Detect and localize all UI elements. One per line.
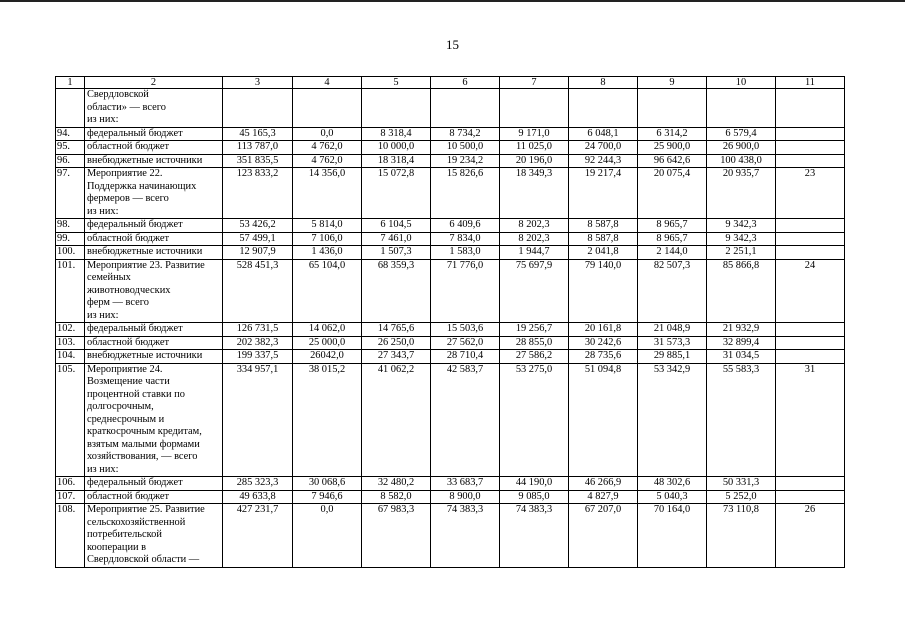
row-name-line: из них: [87, 309, 119, 321]
value-cell: 28 735,6 [569, 350, 638, 364]
value-cell: 9 342,3 [707, 232, 776, 246]
row-number [56, 89, 85, 128]
value-cell: 51 094,8 [569, 363, 638, 477]
row-number: 96. [56, 154, 85, 168]
row-name-line: кооперации в [87, 541, 147, 553]
row-name-line: взятым малыми формами [87, 438, 200, 450]
reference-cell [776, 336, 845, 350]
value-cell: 74 383,3 [431, 504, 500, 568]
row-number: 97. [56, 168, 85, 219]
column-header: 6 [431, 77, 500, 89]
reference-cell [776, 127, 845, 141]
row-name [85, 154, 223, 168]
row-name-line: из них: [87, 463, 119, 475]
reference-cell: 24 [776, 259, 845, 323]
value-cell: 8 318,4 [362, 127, 431, 141]
row-name [85, 259, 223, 323]
value-cell: 67 207,0 [569, 504, 638, 568]
value-cell: 12 907,9 [223, 246, 293, 260]
value-cell: 7 106,0 [293, 232, 362, 246]
value-cell: 32 480,2 [362, 477, 431, 491]
value-cell: 79 140,0 [569, 259, 638, 323]
value-cell: 20 935,7 [707, 168, 776, 219]
row-name-line: области» — всего [87, 101, 166, 113]
value-cell: 9 342,3 [707, 219, 776, 233]
table-row [56, 127, 845, 141]
table-row [56, 219, 845, 233]
value-cell: 65 104,0 [293, 259, 362, 323]
value-cell: 11 025,0 [500, 141, 569, 155]
row-name-line: Возмещение части [87, 376, 170, 387]
value-cell: 74 383,3 [500, 504, 569, 568]
value-cell: 27 586,2 [500, 350, 569, 364]
value-cell: 7 946,6 [293, 490, 362, 504]
column-header: 10 [707, 77, 776, 89]
value-cell: 30 242,6 [569, 336, 638, 350]
value-cell [223, 89, 293, 128]
value-cell: 67 983,3 [362, 504, 431, 568]
row-name-line: потребительской [87, 529, 162, 540]
table-row [56, 477, 845, 491]
column-header: 7 [500, 77, 569, 89]
value-cell: 126 731,5 [223, 323, 293, 337]
value-cell: 123 833,2 [223, 168, 293, 219]
row-name [85, 477, 223, 491]
value-cell: 75 697,9 [500, 259, 569, 323]
value-cell: 41 062,2 [362, 363, 431, 477]
value-cell [362, 89, 431, 128]
row-number: 101. [56, 259, 85, 323]
value-cell: 27 562,0 [431, 336, 500, 350]
table-row [56, 246, 845, 260]
table-row [56, 363, 845, 477]
column-header: 3 [223, 77, 293, 89]
value-cell: 8 587,8 [569, 232, 638, 246]
table-row [56, 336, 845, 350]
value-cell: 6 048,1 [569, 127, 638, 141]
value-cell: 53 342,9 [638, 363, 707, 477]
row-name-line: федеральный бюджет [87, 219, 183, 230]
row-name-line: из них: [87, 114, 119, 125]
row-number: 99. [56, 232, 85, 246]
value-cell: 26 250,0 [362, 336, 431, 350]
reference-cell: 31 [776, 363, 845, 477]
value-cell: 33 683,7 [431, 477, 500, 491]
table-row [56, 323, 845, 337]
row-number: 100. [56, 246, 85, 260]
table-row [56, 350, 845, 364]
row-name [85, 246, 223, 260]
row-name-line: среднесрочным и [87, 413, 165, 425]
row-number: 95. [56, 141, 85, 155]
value-cell: 0,0 [293, 504, 362, 568]
value-cell: 85 866,8 [707, 259, 776, 323]
row-name-line: федеральный бюджет [87, 323, 183, 334]
value-cell: 18 349,3 [500, 168, 569, 219]
row-name-line: внебюджетные источники [87, 350, 203, 361]
value-cell: 6 409,6 [431, 219, 500, 233]
row-name-line: Поддержка начинающих [87, 180, 197, 192]
value-cell: 528 451,3 [223, 259, 293, 323]
value-cell: 4 827,9 [569, 490, 638, 504]
budget-table [55, 76, 845, 568]
value-cell [707, 89, 776, 128]
value-cell: 19 217,4 [569, 168, 638, 219]
column-header: 1 [56, 77, 85, 89]
value-cell: 10 000,0 [362, 141, 431, 155]
value-cell: 32 899,4 [707, 336, 776, 350]
value-cell: 8 202,3 [500, 219, 569, 233]
row-name-line: фермеров — всего [87, 193, 169, 204]
value-cell: 6 579,4 [707, 127, 776, 141]
column-header: 9 [638, 77, 707, 89]
value-cell [500, 89, 569, 128]
row-name-line: Мероприятие 22. [87, 168, 163, 179]
row-number: 105. [56, 363, 85, 477]
value-cell: 44 190,0 [500, 477, 569, 491]
value-cell: 1 507,3 [362, 246, 431, 260]
value-cell: 21 932,9 [707, 323, 776, 337]
value-cell: 8 734,2 [431, 127, 500, 141]
value-cell: 9 171,0 [500, 127, 569, 141]
value-cell: 92 244,3 [569, 154, 638, 168]
reference-cell [776, 89, 845, 128]
value-cell: 82 507,3 [638, 259, 707, 323]
row-name-line: долгосрочным, [87, 401, 154, 412]
value-cell: 113 787,0 [223, 141, 293, 155]
column-header: 11 [776, 77, 845, 89]
value-cell: 5 814,0 [293, 219, 362, 233]
value-cell: 26 900,0 [707, 141, 776, 155]
table-row [56, 154, 845, 168]
row-name [85, 363, 223, 477]
value-cell: 285 323,3 [223, 477, 293, 491]
column-header: 2 [85, 77, 223, 89]
value-cell: 7 834,0 [431, 232, 500, 246]
row-name [85, 89, 223, 128]
reference-cell [776, 350, 845, 364]
value-cell: 50 331,3 [707, 477, 776, 491]
row-name [85, 350, 223, 364]
row-name-line: внебюджетные источники [87, 246, 203, 257]
value-cell: 8 202,3 [500, 232, 569, 246]
value-cell: 6 314,2 [638, 127, 707, 141]
value-cell: 68 359,3 [362, 259, 431, 323]
value-cell: 6 104,5 [362, 219, 431, 233]
table-row [56, 89, 845, 128]
value-cell: 8 582,0 [362, 490, 431, 504]
row-name-line: сельскохозяйственной [87, 516, 186, 528]
value-cell: 2 251,1 [707, 246, 776, 260]
row-name [85, 168, 223, 219]
column-header: 4 [293, 77, 362, 89]
table-row [56, 232, 845, 246]
row-number: 98. [56, 219, 85, 233]
value-cell: 57 499,1 [223, 232, 293, 246]
value-cell: 8 587,8 [569, 219, 638, 233]
page-top-edge [0, 0, 905, 2]
value-cell: 8 965,7 [638, 232, 707, 246]
value-cell: 21 048,9 [638, 323, 707, 337]
value-cell: 334 957,1 [223, 363, 293, 477]
value-cell: 0,0 [293, 127, 362, 141]
value-cell: 20 196,0 [500, 154, 569, 168]
row-name [85, 219, 223, 233]
column-header: 8 [569, 77, 638, 89]
value-cell: 31 034,5 [707, 350, 776, 364]
value-cell: 29 885,1 [638, 350, 707, 364]
value-cell: 19 256,7 [500, 323, 569, 337]
value-cell: 14 765,6 [362, 323, 431, 337]
row-number: 106. [56, 477, 85, 491]
value-cell: 100 438,0 [707, 154, 776, 168]
row-name-line: животноводческих [87, 284, 171, 296]
value-cell: 1 583,0 [431, 246, 500, 260]
value-cell: 70 164,0 [638, 504, 707, 568]
value-cell: 2 041,8 [569, 246, 638, 260]
value-cell: 55 583,3 [707, 363, 776, 477]
reference-cell [776, 141, 845, 155]
value-cell: 2 144,0 [638, 246, 707, 260]
row-name-line: Мероприятие 23. Развитие [87, 259, 205, 271]
row-name [85, 232, 223, 246]
row-name-line: Мероприятие 25. Развитие [87, 504, 205, 515]
value-cell: 8 900,0 [431, 490, 500, 504]
reference-cell [776, 323, 845, 337]
row-name-line: областной бюджет [87, 232, 170, 244]
table-header-row [56, 77, 845, 89]
row-number: 102. [56, 323, 85, 337]
row-name-line: внебюджетные источники [87, 154, 203, 166]
reference-cell: 26 [776, 504, 845, 568]
row-name-line: семейных [87, 272, 131, 283]
row-name-line: областной бюджет [87, 336, 170, 348]
reference-cell [776, 477, 845, 491]
table-row [56, 504, 845, 568]
value-cell: 351 835,5 [223, 154, 293, 168]
row-number: 108. [56, 504, 85, 568]
value-cell: 5 040,3 [638, 490, 707, 504]
row-name-line: федеральный бюджет [87, 477, 183, 488]
row-number: 104. [56, 350, 85, 364]
value-cell: 9 085,0 [500, 490, 569, 504]
row-number: 103. [56, 336, 85, 350]
reference-cell [776, 232, 845, 246]
value-cell: 1 944,7 [500, 246, 569, 260]
row-name [85, 141, 223, 155]
value-cell: 7 461,0 [362, 232, 431, 246]
value-cell: 202 382,3 [223, 336, 293, 350]
value-cell: 15 503,6 [431, 323, 500, 337]
value-cell: 30 068,6 [293, 477, 362, 491]
column-header: 5 [362, 77, 431, 89]
value-cell: 14 356,0 [293, 168, 362, 219]
row-name-line: Свердловской [87, 89, 149, 100]
value-cell: 48 302,6 [638, 477, 707, 491]
row-name-line: процентной ставки по [87, 388, 185, 400]
value-cell: 53 275,0 [500, 363, 569, 477]
page-number: 15 [446, 37, 459, 52]
value-cell: 26042,0 [293, 350, 362, 364]
row-name-line: областной бюджет [87, 141, 170, 152]
value-cell: 15 072,8 [362, 168, 431, 219]
value-cell: 14 062,0 [293, 323, 362, 337]
reference-cell: 23 [776, 168, 845, 219]
value-cell: 19 234,2 [431, 154, 500, 168]
row-name [85, 490, 223, 504]
value-cell: 15 826,6 [431, 168, 500, 219]
row-name-line: ферм — всего [87, 297, 149, 308]
value-cell: 28 855,0 [500, 336, 569, 350]
value-cell: 46 266,9 [569, 477, 638, 491]
value-cell: 1 436,0 [293, 246, 362, 260]
row-name-line: хозяйствования, — всего [87, 451, 198, 462]
value-cell: 31 573,3 [638, 336, 707, 350]
reference-cell [776, 490, 845, 504]
value-cell [569, 89, 638, 128]
value-cell: 18 318,4 [362, 154, 431, 168]
value-cell: 25 900,0 [638, 141, 707, 155]
row-name-line: Мероприятие 24. [87, 363, 163, 375]
value-cell: 49 633,8 [223, 490, 293, 504]
value-cell: 53 426,2 [223, 219, 293, 233]
value-cell: 4 762,0 [293, 154, 362, 168]
value-cell: 28 710,4 [431, 350, 500, 364]
value-cell: 71 776,0 [431, 259, 500, 323]
row-name [85, 336, 223, 350]
row-name [85, 323, 223, 337]
value-cell: 199 337,5 [223, 350, 293, 364]
value-cell: 24 700,0 [569, 141, 638, 155]
row-name-line: Свердловской области — [87, 554, 200, 565]
reference-cell [776, 219, 845, 233]
value-cell: 38 015,2 [293, 363, 362, 477]
value-cell: 25 000,0 [293, 336, 362, 350]
value-cell: 96 642,6 [638, 154, 707, 168]
value-cell: 45 165,3 [223, 127, 293, 141]
value-cell: 8 965,7 [638, 219, 707, 233]
row-name [85, 504, 223, 568]
value-cell: 20 075,4 [638, 168, 707, 219]
value-cell [638, 89, 707, 128]
row-number: 107. [56, 490, 85, 504]
value-cell: 5 252,0 [707, 490, 776, 504]
table-row [56, 141, 845, 155]
table-row [56, 259, 845, 323]
row-name-line: областной бюджет [87, 490, 170, 502]
value-cell: 4 762,0 [293, 141, 362, 155]
value-cell: 42 583,7 [431, 363, 500, 477]
row-name [85, 127, 223, 141]
value-cell: 20 161,8 [569, 323, 638, 337]
row-name-line: краткосрочным кредитам, [87, 426, 202, 437]
table-row [56, 168, 845, 219]
row-number: 94. [56, 127, 85, 141]
value-cell: 27 343,7 [362, 350, 431, 364]
table-row [56, 490, 845, 504]
value-cell: 10 500,0 [431, 141, 500, 155]
value-cell: 73 110,8 [707, 504, 776, 568]
value-cell: 427 231,7 [223, 504, 293, 568]
value-cell [293, 89, 362, 128]
row-name-line: федеральный бюджет [87, 127, 183, 139]
value-cell [431, 89, 500, 128]
reference-cell [776, 154, 845, 168]
row-name-line: из них: [87, 205, 119, 217]
reference-cell [776, 246, 845, 260]
